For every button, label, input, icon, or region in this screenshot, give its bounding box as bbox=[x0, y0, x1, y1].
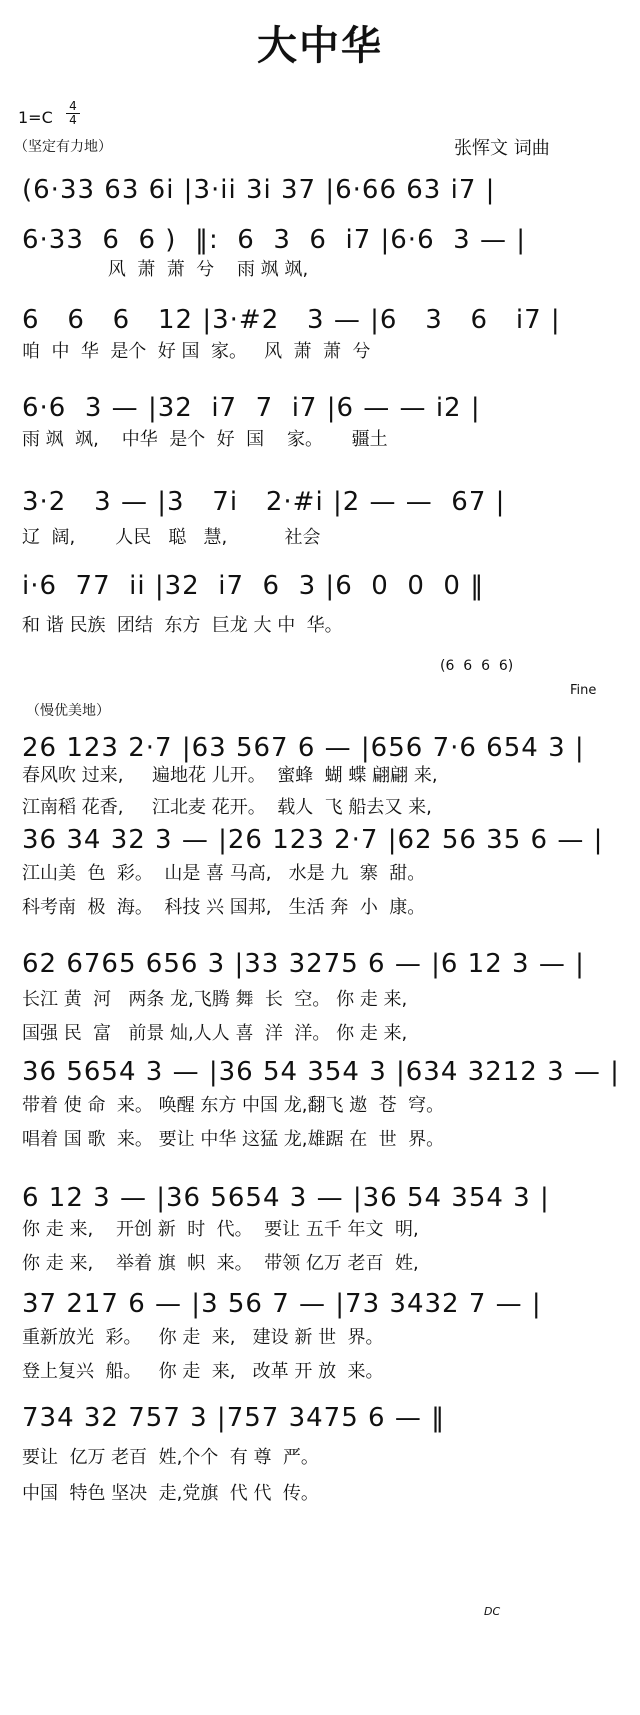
staff-notes: 26 123 2·7 |63 567 6 — |656 7·6 654 3 | bbox=[22, 733, 585, 763]
staff-row bbox=[22, 170, 622, 214]
staff-row bbox=[22, 820, 622, 864]
meter-top: 4 bbox=[69, 99, 77, 113]
lyric-line: 重新放光 彩。 你 走 来, 建设 新 世 界。 bbox=[22, 1327, 384, 1348]
staff-notes: i·6 77 ii |32 i7 6 3 |6 0 0 0 ‖ bbox=[22, 571, 485, 601]
staff-notes: 36 5654 3 — |36 54 354 3 |634 3212 3 — | bbox=[22, 1057, 620, 1087]
lyric-line: 你 走 来, 举着 旗 帜 来。 带领 亿万 老百 姓, bbox=[22, 1253, 419, 1274]
lyric-line: 风 萧 萧 兮 雨 飒 飒, bbox=[22, 259, 309, 280]
staff-notes: 6 12 3 — |36 5654 3 — |36 54 354 3 | bbox=[22, 1183, 550, 1213]
lyric-line: 科考南 极 海。 科技 兴 国邦, 生活 奔 小 康。 bbox=[22, 897, 426, 918]
author-credit: 张恽文 词曲 bbox=[454, 138, 550, 159]
staff-row bbox=[22, 1398, 622, 1442]
key-signature: 1=C bbox=[18, 108, 53, 127]
lyric-line: 国强 民 富 前景 灿,人人 喜 洋 洋。 你 走 来, bbox=[22, 1023, 408, 1044]
staff-row bbox=[22, 944, 622, 988]
tempo-marking-2: （慢优美地） bbox=[26, 703, 110, 719]
lyric-line: 辽 阔, 人民 聪 慧, 社会 bbox=[22, 527, 321, 548]
tempo-marking-1: （坚定有力地） bbox=[14, 139, 112, 155]
lyric-line: 唱着 国 歌 来。 要让 中华 这猛 龙,雄踞 在 世 界。 bbox=[22, 1129, 445, 1150]
staff-notes: 6 6 6 12 |3·#2 3 — |6 3 6 i7 | bbox=[22, 305, 561, 335]
song-title: 大中华 bbox=[257, 23, 383, 69]
staff-notes: (6·33 63 6i |3·ii 3i 37 |6·66 63 i7 | bbox=[22, 175, 496, 205]
lyric-line: 你 走 来, 开创 新 时 代。 要让 五千 年文 明, bbox=[22, 1219, 419, 1240]
lyric-line: 中国 特色 坚决 走,党旗 代 代 传。 bbox=[22, 1483, 319, 1504]
lyric-line: 雨 飒 飒, 中华 是个 好 国 家。 疆土 bbox=[22, 429, 388, 450]
meter-bottom: 4 bbox=[66, 113, 80, 127]
lyric-line: 要让 亿万 老百 姓,个个 有 尊 严。 bbox=[22, 1447, 319, 1468]
staff-row bbox=[22, 482, 622, 526]
staff-row bbox=[22, 566, 622, 610]
staff-row bbox=[22, 1178, 622, 1222]
lyric-line: 咱 中 华 是个 好 国 家。 风 萧 萧 兮 bbox=[22, 341, 371, 362]
staff-notes: 36 34 32 3 — |26 123 2·7 |62 56 35 6 — | bbox=[22, 825, 604, 855]
lyric-line: 江南稻 花香, 江北麦 花开。 载人 飞 船去又 来, bbox=[22, 797, 432, 818]
staff-notes: 6·33 6 6 ) ‖: 6 3 6 i7 |6·6 3 — | bbox=[22, 225, 526, 255]
lyric-line: 和 谐 民族 团结 东方 巨龙 大 中 华。 bbox=[22, 615, 343, 636]
lyric-line: 长江 黄 河 两条 龙,飞腾 舞 长 空。 你 走 来, bbox=[22, 989, 408, 1010]
staff-notes: 734 32 757 3 |757 3475 6 — ‖ bbox=[22, 1403, 446, 1433]
lyric-line: 春风吹 过来, 遍地花 儿开。 蜜蜂 蝴 蝶 翩翩 来, bbox=[22, 765, 438, 786]
fine-substitution: (6 6 6 6) bbox=[440, 658, 514, 674]
staff-notes: 62 6765 656 3 |33 3275 6 — |6 12 3 — | bbox=[22, 949, 585, 979]
fine-mark: Fine bbox=[570, 683, 597, 698]
lyric-line: 登上复兴 船。 你 走 来, 改革 开 放 来。 bbox=[22, 1361, 384, 1382]
staff-row bbox=[22, 300, 622, 344]
staff-notes: 37 217 6 — |3 56 7 — |73 3432 7 — | bbox=[22, 1289, 542, 1319]
lyric-line: 江山美 色 彩。 山是 喜 马高, 水是 九 寨 甜。 bbox=[22, 863, 426, 884]
staff-row bbox=[22, 388, 622, 432]
dc-mark: DC bbox=[484, 1605, 501, 1618]
lyric-line: 带着 使 命 来。 唤醒 东方 中国 龙,翻飞 遨 苍 穹。 bbox=[22, 1095, 445, 1116]
time-signature bbox=[66, 100, 80, 127]
staff-notes: 3·2 3 — |3 7i 2·#i |2 — — 67 | bbox=[22, 487, 506, 517]
staff-notes: 6·6 3 — |32 i7 7 i7 |6 — — i2 | bbox=[22, 393, 481, 423]
staff-row bbox=[22, 1284, 622, 1328]
staff-row bbox=[22, 1052, 622, 1096]
